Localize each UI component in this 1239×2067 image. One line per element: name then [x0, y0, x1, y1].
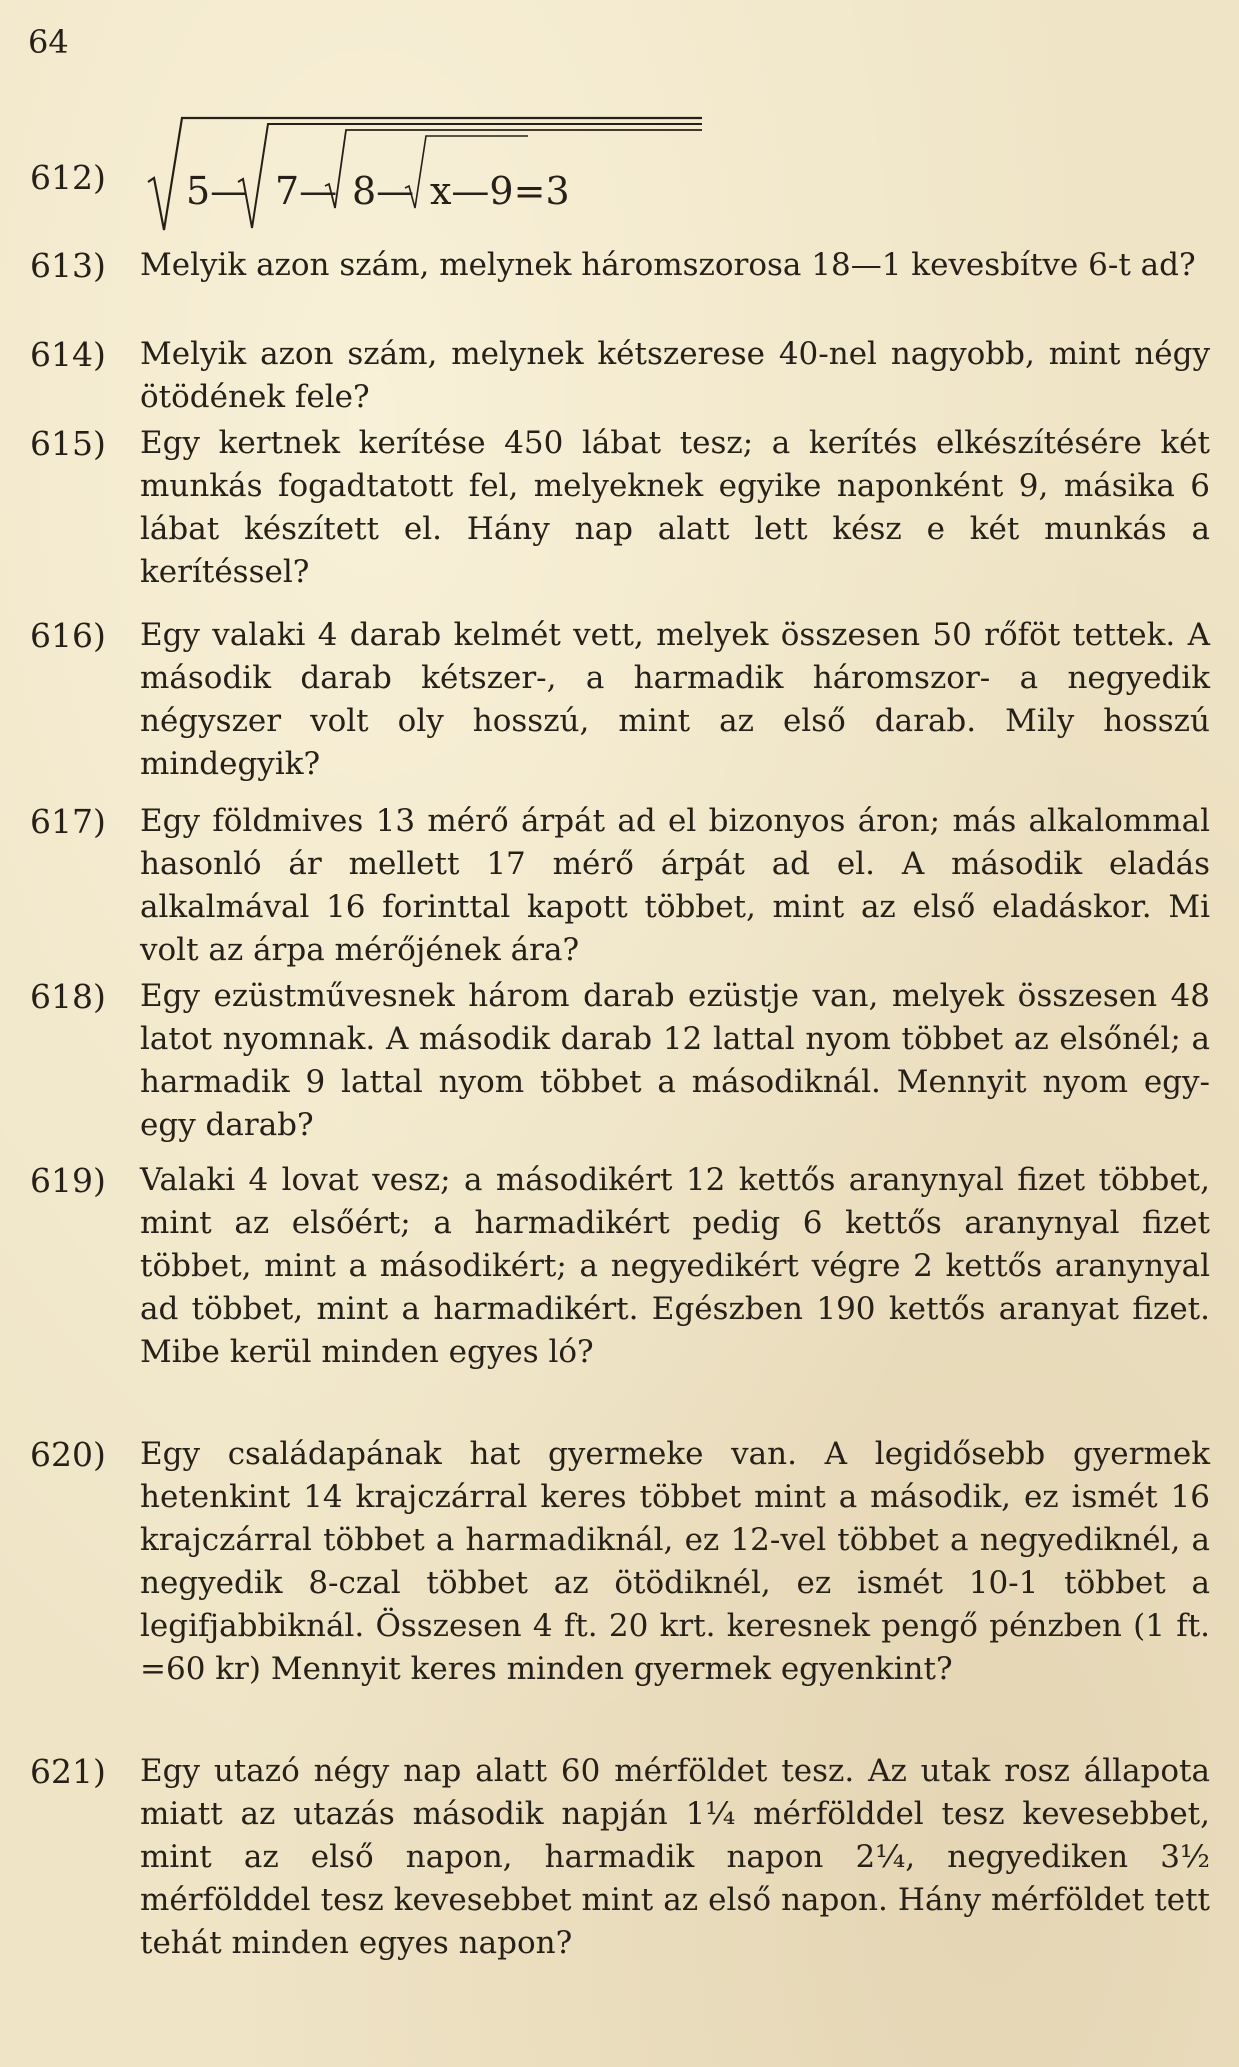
problem-text: Egy kertnek kerítése 450 lábat tesz; a kerítés elkészítésére két munkás fogadtatott fel, melyeknek egyike naponként 9, másika 6 lábat készített el. Hány nap alatt lett kész e két munkás a kerítéssel? — [140, 425, 1210, 591]
radicand-part: 8— — [352, 169, 415, 213]
problem-number: 613) — [30, 246, 106, 285]
problem-613 — [30, 244, 1210, 287]
problem-621 — [30, 1750, 1210, 1965]
radical-expression — [130, 112, 730, 232]
radicand-part: 7— — [275, 169, 338, 213]
problem-number: 617) — [30, 802, 106, 841]
problem-618 — [30, 975, 1210, 1147]
problem-text: Egy ezüstművesnek három darab ezüstje van, melyek összesen 48 latot nyomnak. A második darab 12 lattal nyom többet az elsőnél; a harmadik 9 lattal nyom többet a másodiknál. Mennyit nyom egy-egy darab? — [140, 978, 1210, 1144]
problem-number: 615) — [30, 424, 106, 463]
problem-number: 621) — [30, 1752, 106, 1791]
problem-number: 616) — [30, 616, 106, 655]
problem-number: 614) — [30, 335, 106, 374]
radicand-part: x—9=3 — [430, 169, 570, 213]
problem-text: Valaki 4 lovat vesz; a másodikért 12 kettős aranynyal fizet többet, mint az elsőért; a harmadikért pedig 6 kettős aranynyal fizet többet, mint a másodikért; a negyedikért végre 2 kettős aranynyal ad többet, mint a harmadikért. Egészben 190 kettős aranyat fizet. Mibe kerül minden egyes ló? — [140, 1162, 1210, 1371]
problem-614 — [30, 333, 1210, 419]
problem-text: Egy valaki 4 darab kelmét vett, melyek összesen 50 rőföt tettek. A második darab kétszer-, a harmadik háromszor- a negyedik négyszer volt oly hosszú, mint az első darab. Mily hosszú mindegyik? — [140, 617, 1210, 783]
problem-text: Egy földmives 13 mérő árpát ad el bizonyos áron; más alkalommal hasonló ár mellett 17 mérő árpát ad el. A második eladás alkalmával 16 forinttal kapott többet, mint az első eladáskor. Mi volt az árpa mérőjének ára? — [140, 803, 1210, 969]
page-number: 64 — [28, 23, 69, 61]
problem-616 — [30, 614, 1210, 786]
problem-620 — [30, 1433, 1210, 1692]
problem-text: Egy utazó négy nap alatt 60 mérföldet tesz. Az utak rosz állapota miatt az utazás második napján 1¼ mérfölddel tesz kevesebbet, mint az első napon, harmadik napon 2¼, negyediken 3½ mérfölddel tesz kevesebbet mint az első napon. Hány mérföldet tett tehát minden egyes napon? — [140, 1753, 1210, 1962]
problem-number: 619) — [30, 1161, 106, 1200]
problem-number: 620) — [30, 1435, 106, 1474]
problem-number: 618) — [30, 977, 106, 1016]
problem-619 — [30, 1159, 1210, 1374]
problem-text: Melyik azon szám, melynek kétszerese 40-nel nagyobb, mint négy ötödének fele? — [140, 336, 1210, 416]
problem-text: Melyik azon szám, melynek háromszorosa 18—1 kevesbítve 6-t ad? — [140, 247, 1196, 283]
radicand-part: 5— — [186, 169, 249, 213]
problem-number: 612) — [30, 158, 106, 197]
problem-617 — [30, 800, 1210, 972]
problem-text: Egy családapának hat gyermeke van. A legidősebb gyermek hetenkint 14 krajczárral keres többet mint a második, ez ismét 16 krajczárral többet a harmadiknál, ez 12-vel többet a negyediknél, a negyedik 8-czal többet az ötödiknél, ez ismét 10-1 többet a legifjabbiknál. Összesen 4 ft. 20 krt. keresnek pengő pénzben (1 ft. =60 kr) Mennyit keres minden gyermek egyenkint? — [140, 1436, 1210, 1688]
problem-615 — [30, 422, 1210, 594]
nested-radical-equation — [30, 112, 790, 232]
